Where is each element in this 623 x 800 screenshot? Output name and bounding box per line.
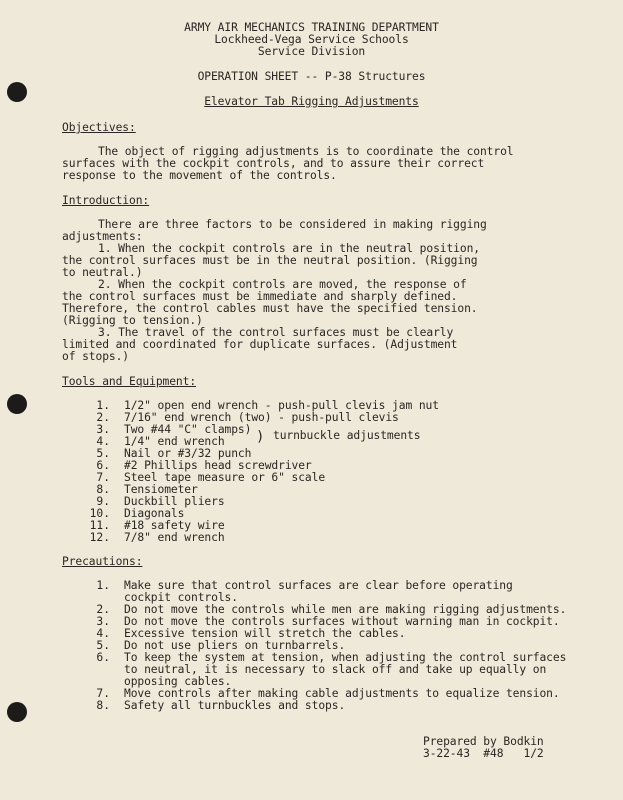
tools-heading: Tools and Equipment:: [62, 375, 197, 388]
objectives-line: surfaces with the cockpit controls, and to assure their correct: [62, 157, 485, 170]
precaution-item: Do not move the controls while men are making rigging adjustments.: [124, 603, 567, 616]
objectives-line: response to the movement of the controls.: [62, 169, 337, 182]
precaution-item: To keep the system at tension, when adjusting the control surfaces: [124, 651, 567, 664]
list-number: 4.: [96, 627, 110, 640]
punch-hole: [7, 702, 27, 722]
page-title: Elevator Tab Rigging Adjustments: [204, 95, 419, 108]
list-number: 7.: [96, 687, 110, 700]
prepared-by: Prepared by Bodkin: [423, 735, 544, 748]
precaution-item: Excessive tension will stretch the cables.: [124, 627, 406, 640]
tool-item: Tensiometer: [124, 483, 198, 496]
precaution-item: Move controls after making cable adjustments to equalize tension.: [124, 687, 560, 700]
introduction-line: the control surfaces must be in the neutral position. (Rigging: [62, 254, 478, 267]
introduction-line: Therefore, the control cables must have the specified tension.: [62, 302, 478, 315]
introduction-line: 2. When the cockpit controls are moved, the response of: [98, 278, 467, 291]
objectives-heading: Objectives:: [62, 121, 136, 134]
tool-item: 1/2" open end wrench - push-pull clevis jam nut: [124, 399, 439, 412]
tool-item: Diagonals: [124, 507, 185, 520]
brace-symbol: ): [256, 429, 265, 445]
list-number: 7.: [96, 471, 110, 484]
list-number: 12.: [89, 531, 110, 544]
introduction-line: of stops.): [62, 350, 130, 363]
list-number: 6.: [96, 651, 110, 664]
division-name: Service Division: [257, 45, 366, 58]
operation-sheet: OPERATION SHEET -- P-38 Structures: [197, 70, 426, 83]
list-number: 6.: [96, 459, 110, 472]
tool-item: 7/16" end wrench (two) - push-pull clevis: [124, 411, 399, 424]
introduction-line: There are three factors to be considered in making rigging: [98, 218, 487, 231]
list-number: 8.: [96, 483, 110, 496]
page-reference: 3-22-43 #48 1/2: [423, 747, 544, 760]
list-number: 5.: [96, 639, 110, 652]
list-number: 3.: [96, 423, 110, 436]
precaution-item: Make sure that control surfaces are clear before operating: [124, 579, 513, 592]
introduction-line: 3. The travel of the control surfaces must be clearly: [98, 326, 454, 339]
list-number: 5.: [96, 447, 110, 460]
list-number: 2.: [96, 603, 110, 616]
introduction-line: the control surfaces must be immediate and sharply defined.: [62, 290, 458, 303]
objectives-line: The object of rigging adjustments is to coordinate the control: [98, 145, 514, 158]
tool-item: Steel tape measure or 6" scale: [124, 471, 326, 484]
precaution-item: cockpit controls.: [124, 591, 238, 604]
list-number: 9.: [96, 495, 110, 508]
department-title: ARMY AIR MECHANICS TRAINING DEPARTMENT: [184, 21, 439, 34]
tool-item: Nail or #3/32 punch: [124, 447, 252, 460]
list-number: 1.: [96, 579, 110, 592]
tool-item: Two #44 "C" clamps): [124, 423, 252, 436]
tool-item: 7/8" end wrench: [124, 531, 225, 544]
tool-item: Duckbill pliers: [124, 495, 225, 508]
introduction-line: adjustments:: [62, 230, 143, 243]
introduction-line: 1. When the cockpit controls are in the neutral position,: [98, 242, 480, 255]
brace-note: turnbuckle adjustments: [273, 429, 421, 442]
precaution-item: opposing cables.: [124, 675, 232, 688]
precaution-item: Do not move the controls surfaces without warning man in cockpit.: [124, 615, 560, 628]
list-number: 2.: [96, 411, 110, 424]
tool-item: 1/4" end wrench: [124, 435, 225, 448]
introduction-line: to neutral.): [62, 266, 143, 279]
precautions-heading: Precautions:: [62, 555, 143, 568]
punch-hole: [7, 394, 27, 414]
tool-item: #18 safety wire: [124, 519, 225, 532]
precaution-item: Do not use pliers on turnbarrels.: [124, 639, 346, 652]
list-number: 1.: [96, 399, 110, 412]
list-number: 3.: [96, 615, 110, 628]
list-number: 10.: [89, 507, 110, 520]
list-number: 8.: [96, 699, 110, 712]
introduction-line: limited and coordinated for duplicate surfaces. (Adjustment: [62, 338, 458, 351]
tool-item: #2 Phillips head screwdriver: [124, 459, 312, 472]
precaution-item: Safety all turnbuckles and stops.: [124, 699, 346, 712]
introduction-heading: Introduction:: [62, 194, 150, 207]
list-number: 4.: [96, 435, 110, 448]
school-name: Lockheed-Vega Service Schools: [214, 33, 409, 46]
precaution-item: to neutral, it is necessary to slack off and take up equally on: [124, 663, 547, 676]
introduction-line: (Rigging to tension.): [62, 314, 203, 327]
list-number: 11.: [89, 519, 110, 532]
